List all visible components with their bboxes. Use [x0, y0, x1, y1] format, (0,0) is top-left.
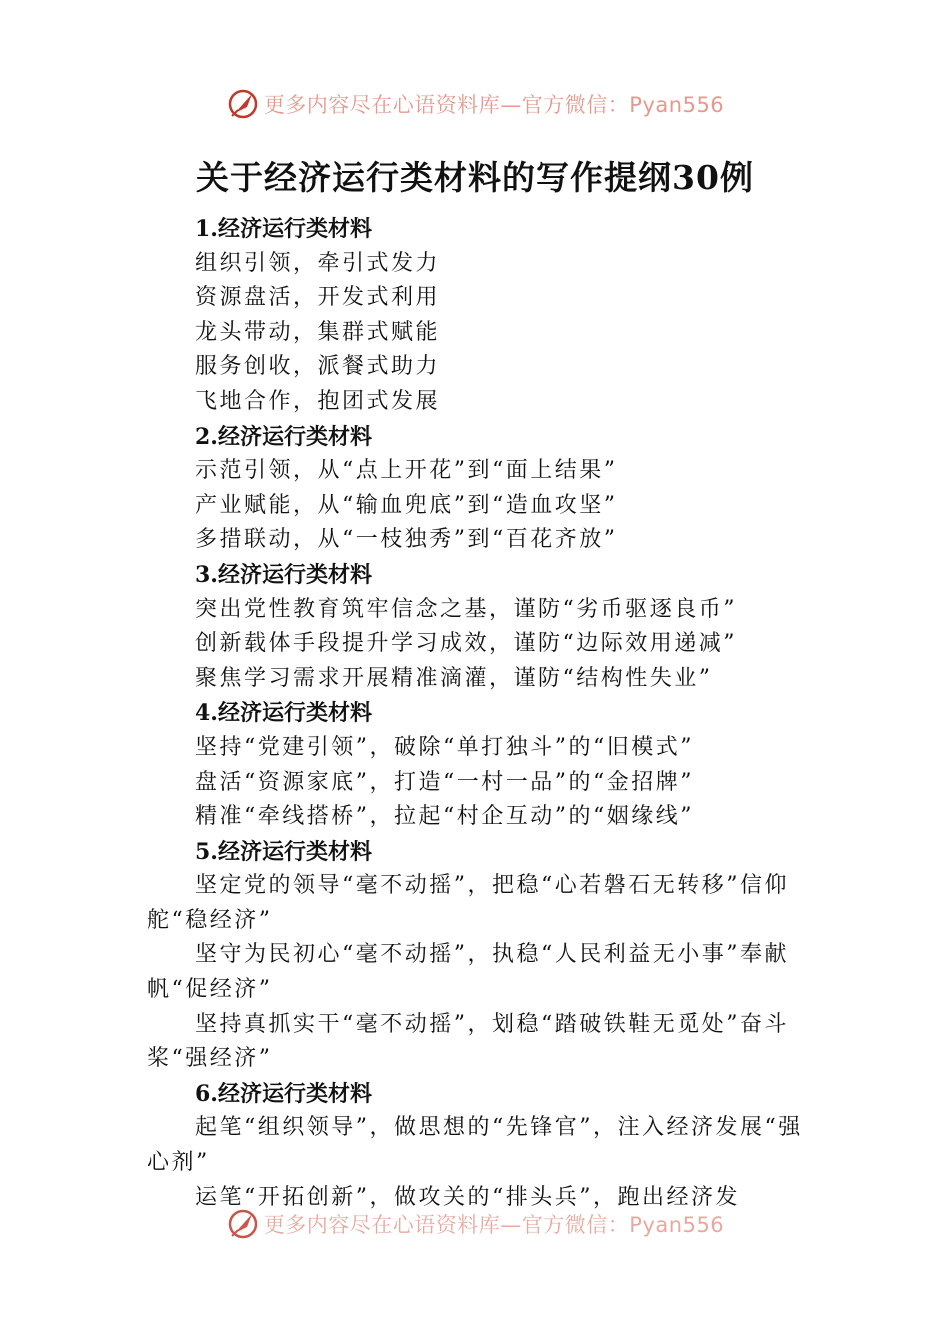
outline-paragraph: 坚守为民初心“毫不动摇”，执稳“人民利益无小事”奉献帆“促经济” [147, 942, 789, 1003]
watermark-text: 更多内容尽在心语资料库—官方微信：Pyan556 [263, 1213, 725, 1237]
outline-line: 聚焦学习需求开展精准滴灌，谨防“结构性失业” [195, 665, 713, 691]
outline-paragraph: 坚持真抓实干“毫不动摇”，划稳“踏破铁鞋无觅处”奋斗桨“强经济” [147, 1011, 789, 1072]
document-title: 关于经济运行类材料的写作提纲30例 [196, 158, 754, 197]
outline-line: 龙头带动，集群式赋能 [195, 319, 441, 345]
outline-paragraph: 坚定党的领导“毫不动摇”，把稳“心若磐石无转移”信仰舵“稳经济” [147, 873, 789, 933]
watermark-footer [0, 1204, 950, 1244]
section-heading: 2.经济运行类材料 [195, 423, 372, 450]
outline-paragraph: 运笔“开拓创新”，做攻关的“排头兵”，跑出经济发 [195, 1184, 740, 1210]
outline-line: 突出党性教育筑牢信念之基，谨防“劣币驱逐良币” [195, 596, 737, 622]
outline-line: 多措联动，从“一枝独秀”到“百花齐放” [195, 527, 618, 553]
document-content [147, 212, 812, 1215]
outline-line: 飞地合作，抱团式发展 [195, 388, 441, 414]
watermark-text: 更多内容尽在心语资料库—官方微信：Pyan556 [263, 93, 725, 117]
quill-pen-logo-icon [226, 1207, 260, 1241]
outline-paragraph: 起笔“组织领导”，做思想的“先锋官”，注入经济发展“强心剂” [147, 1115, 803, 1176]
outline-line: 创新载体手段提升学习成效，谨防“边际效用递减” [195, 631, 737, 657]
section-heading: 1.经济运行类材料 [195, 216, 372, 242]
outline-line: 精准“牵线搭桥”，拉起“村企互动”的“姻缘线” [195, 804, 694, 830]
outline-line: 组织引领，牵引式发力 [195, 250, 441, 276]
section-heading: 6.经济运行类材料 [195, 1080, 372, 1107]
outline-line: 示范引领，从“点上开花”到“面上结果” [195, 458, 618, 484]
outline-line: 资源盘活，开发式利用 [195, 285, 441, 311]
outline-line: 盘活“资源家底”，打造“一村一品”的“金招牌” [195, 769, 694, 795]
outline-line: 产业赋能，从“输血兜底”到“造血攻坚” [195, 492, 618, 518]
section-heading: 5.经济运行类材料 [195, 838, 372, 865]
outline-line: 坚持“党建引领”，破除“单打独斗”的“旧模式” [195, 734, 694, 760]
section-heading: 4.经济运行类材料 [195, 700, 372, 727]
section-heading: 3.经济运行类材料 [195, 561, 372, 588]
outline-line: 服务创收，派餐式助力 [195, 354, 441, 380]
